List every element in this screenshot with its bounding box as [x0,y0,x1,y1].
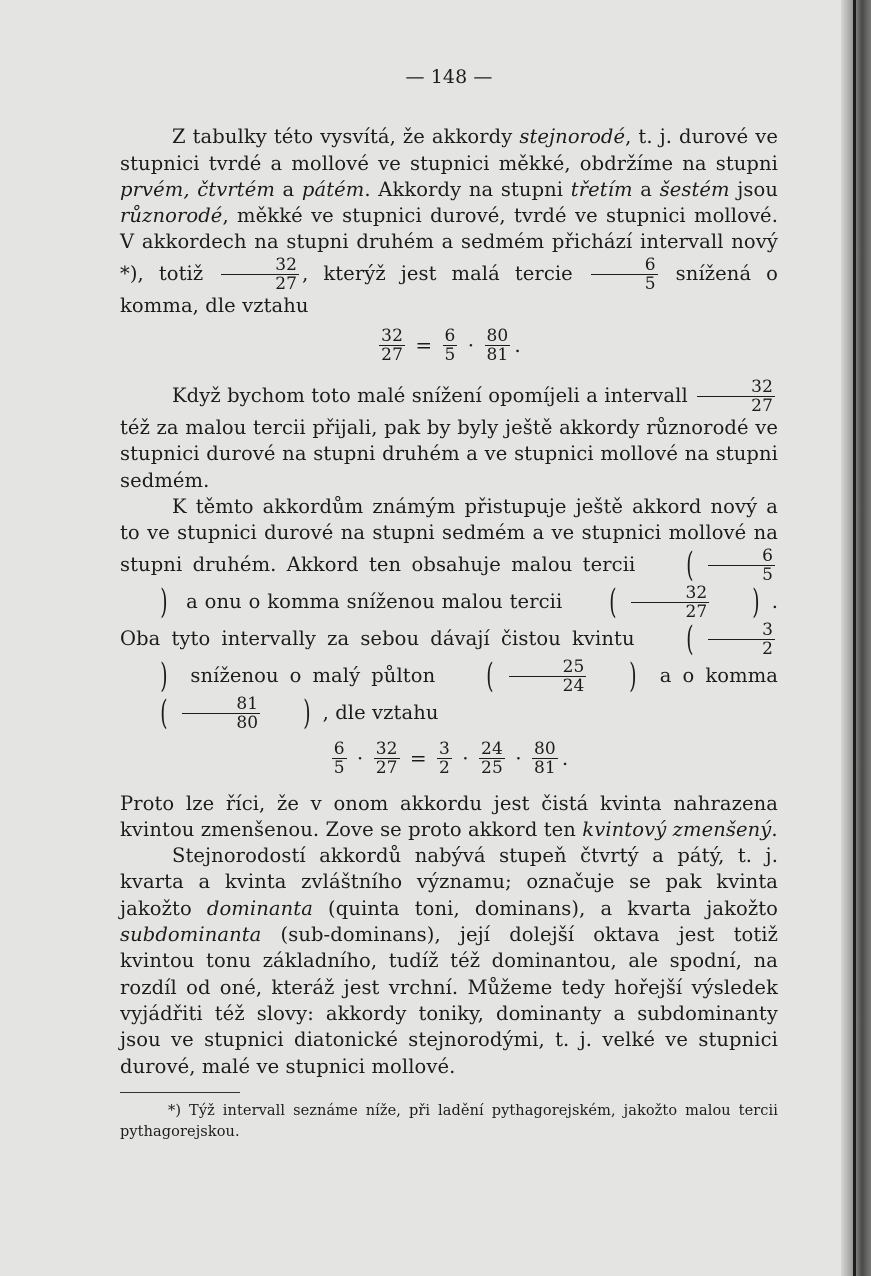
p1-text-9: snížená o komma, dle vztahu [120,261,778,317]
footnote-divider [120,1092,240,1093]
eq1-fraction-c: $\frac{80}{81}$ [486,326,509,366]
p5-text-1: Stejnorodostí akkordů nabývá stupeň čtvrtý a pátý, t. j. kvarta a kvinta zvláštního významu; označuje se pak kvinta jakožto [120,844,778,920]
p1-text-1: Z tabulky této vysvítá, že akkordy [172,125,520,149]
p1-text-7: , měkké ve stupnici durové, tvrdé ve stupnici mollové. V akkordech na stupni druhém a sedmém přichází intervall nový *), totiž [120,204,778,285]
fraction-32-27-b: $\frac{32}{27}$ [697,378,775,415]
eq2-end: . [561,745,569,770]
p3-text-5: a o komma [648,663,779,687]
p1-italic-ruznorode: různorodé [120,204,223,228]
footnote-text: *) Týž intervall seznáme níže, při ladění pythagorejském, jakožto malou tercii pythagorejskou. [120,1102,778,1140]
fraction-6-5-b: $\frac{6}{5}$ [708,547,775,584]
eq2-operator-1: · [356,745,364,770]
footnote [120,1101,778,1143]
eq1-operator-2: · [467,333,475,358]
p5-italic-dominanta: dominanta [206,896,313,920]
paragraph-2 [120,378,778,494]
page-edge-shadow [841,0,871,1276]
fraction-3-2: $\frac{3}{2}$ [708,621,775,658]
eq2-operator-2: = [409,745,427,770]
p3-text-1: K těmto akkordům známým přistupuje ještě akkord nový a to ve stupnici durové na stupni sedmém a ve stupnici mollové na stupni druhém. Akkord ten obsahuje malou tercii [120,494,778,576]
p1-text-6: jsou [729,177,778,201]
p3-text-4: sníženou o malý půlton [179,663,447,687]
p3-text-2: a onu o komma sníženou malou tercii [179,589,570,613]
p1-text-4: . Akkordy na stupni [364,177,571,201]
p4-italic-kvintovy-zmenseny: kvintový zmenšený [582,817,772,841]
p1-text-3: a [274,177,302,201]
p4-text-2: . [771,817,778,841]
fraction-6-5: $\frac{6}{5}$ [591,256,658,293]
p2-text-1: Když bychom toto malé snížení opomíjeli a intervall [172,384,695,408]
eq2-fraction-c: $\frac{3}{2}$ [439,738,450,778]
fraction-81-80: $\frac{81}{80}$ [182,695,260,732]
eq1-fraction-a: $\frac{32}{27}$ [381,326,404,366]
p1-text-5: a [632,177,660,201]
eq2-operator-3: · [462,745,469,770]
eq2-fraction-b: $\frac{32}{27}$ [375,738,398,778]
paragraph-5 [120,843,778,1080]
eq2-operator-4: · [515,745,522,770]
p5-italic-subdominanta: subdominanta [120,923,262,947]
p1-italic-stejnorode: stejnorodé [519,125,626,149]
eq1-operator-1: = [415,333,433,358]
eq1-fraction-b: $\frac{6}{5}$ [444,326,456,366]
paragraph-4 [120,791,778,844]
p1-italic-tretim: třetím [570,177,633,201]
p1-italic-sestem: šestém [659,177,730,201]
p1-italic-patem: pátém [301,177,365,201]
paragraph-1 [120,124,778,319]
equation-1 [120,327,778,364]
p3-text-3: . Oba tyto intervally za sebou dávají čistou kvintu [120,589,778,650]
p3-text-6: , dle vztahu [322,700,439,724]
equation-2 [120,740,778,777]
eq2-fraction-a: $\frac{6}{5}$ [333,738,345,778]
paragraph-3: K těmto akkordům známým přistupuje ještě akkord nový a to ve stupnici durové na stupni sedmém a ve stupnici mollové na stupni druhém. Akkord ten obsahuje malou tercii ( $\frac{6}{5}$ ) a onu o komma sníženou malou tercii ( $\frac{32}{27}$ ) . Oba tyto intervally za sebou dávají čistou kvintu ( $\frac{3}{2}$ ) sníženou o malý půlton ( $\frac{25}{24}$ ) a o komma ( $\frac{81}{80}$ ) , dle vztahu [120,494,779,734]
fraction-32-27: $\frac{32}{27}$ [221,256,299,293]
page-text [120,64,778,1143]
p1-text-2: , t. j. durové ve stupnici tvrdé a mollové ve stupnici měkké, obdržíme na stupni [120,125,778,175]
p1-text-8: , kterýž jest malá tercie [302,261,588,285]
eq2-fraction-e: $\frac{80}{81}$ [533,738,556,778]
p5-text-2: (quinta toni, dominans), a kvarta jakožto [312,896,778,920]
p4-text-1: Proto lze říci, že v onom akkordu jest čistá kvinta nahrazena kvintou zmenšenou. Zove se proto akkord ten [120,791,778,841]
p1-italic-prvem-ctvrtem: prvém, čtvrtém [120,177,275,201]
p5-text-3: (sub-dominans), její dolejší oktava jest totiž kvintou tonu základního, tudíž též dominantou, ale spodní, na rozdíl od oné, kteráž jest vrchní. Můžeme tedy hořejší výsledek vyjádřiti též slovy: akkordy toniky, dominanty a subdominanty jsou ve stupnici diatonické stejnorodými, t. j. velké ve stupnici durové, malé ve stupnici mollové. [120,923,778,1078]
fraction-32-27-c: $\frac{32}{27}$ [631,584,709,621]
eq1-end: . [514,333,521,358]
eq2-fraction-d: $\frac{24}{25}$ [481,738,503,778]
fraction-25-24: $\frac{25}{24}$ [509,658,587,695]
p2-text-2: též za malou tercii přijali, pak by byly ještě akkordy různorodé ve stupnici durové na stupni druhém a ve stupnici mollové na stupni sedmém. [120,416,778,492]
page-number: — 148 — [405,66,493,88]
